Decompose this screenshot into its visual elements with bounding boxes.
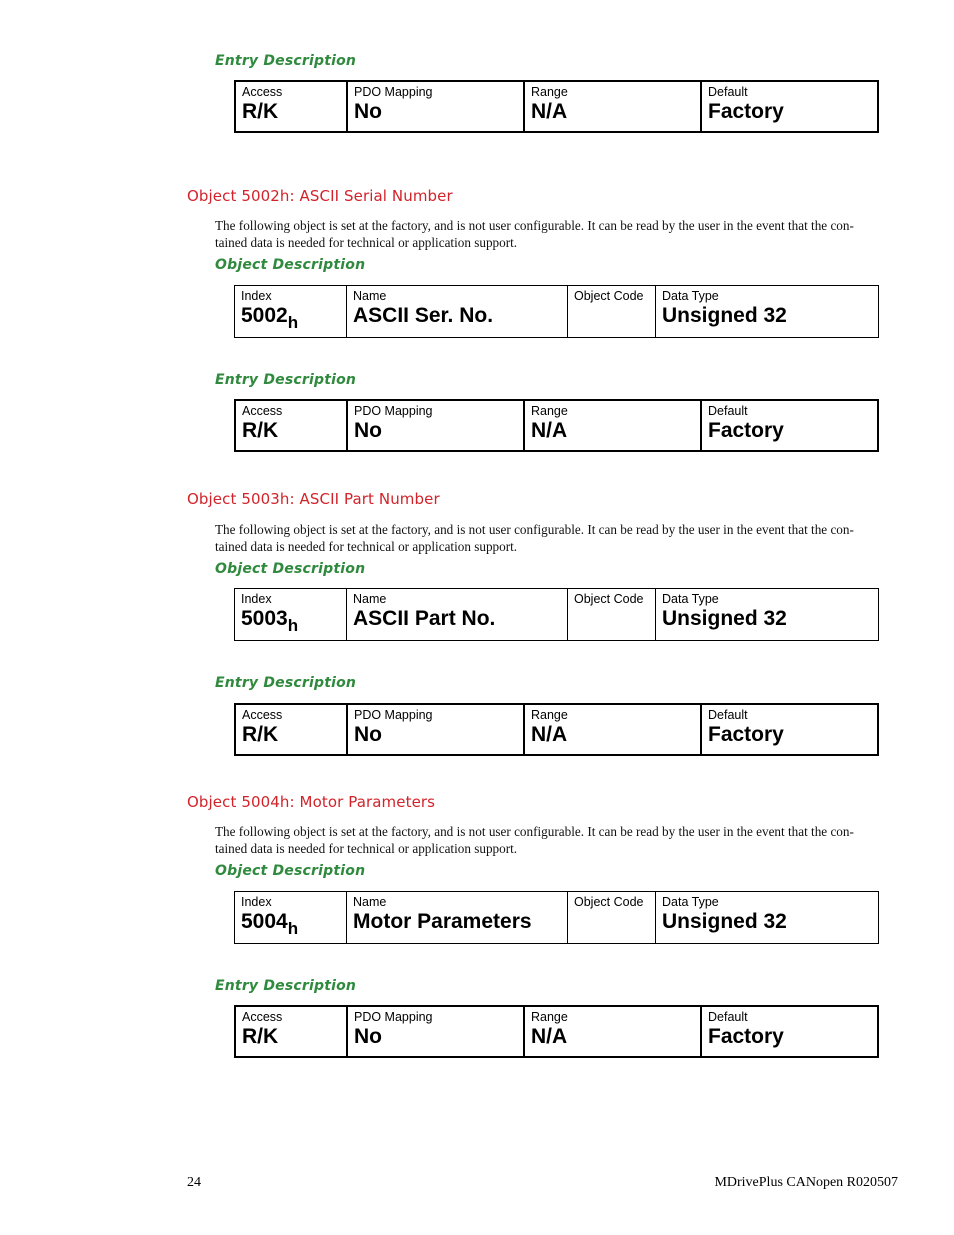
- default-label: Default: [708, 404, 748, 418]
- range-label: Range: [531, 404, 568, 418]
- paragraph-line: tained data is needed for technical or application support.: [215, 841, 518, 856]
- object-description-heading: Object Description: [215, 257, 366, 273]
- paragraph-line: tained data is needed for technical or application support.: [215, 235, 518, 250]
- range-value: N/A: [531, 100, 568, 123]
- section-paragraph-5003: [215, 521, 875, 555]
- range-value: N/A: [531, 419, 568, 442]
- footer-doc-title: MDrivePlus CANopen R020507: [714, 1175, 898, 1190]
- default-value: Factory: [708, 723, 784, 746]
- default-cell: [701, 704, 878, 755]
- range-cell: [524, 400, 701, 451]
- name-cell: [347, 589, 568, 641]
- entry-description-table: [234, 703, 879, 756]
- entry-description-table: [234, 399, 879, 452]
- index-cell: [235, 589, 347, 641]
- name-value: Motor Parameters: [353, 910, 532, 933]
- index-label: Index: [241, 289, 272, 303]
- range-cell: [524, 81, 701, 132]
- entry-description-heading: Entry Description: [215, 372, 357, 388]
- pdo-mapping-label: PDO Mapping: [354, 708, 433, 722]
- pdo-mapping-value: No: [354, 1025, 382, 1048]
- name-cell: [347, 286, 568, 338]
- paragraph-line: The following object is set at the factory, and is not user configurable. It can be read by the user in the event that the con-: [215, 824, 854, 839]
- data-type-value: Unsigned 32: [662, 910, 787, 933]
- object-code-label: Object Code: [574, 289, 644, 303]
- default-value: Factory: [708, 1025, 784, 1048]
- data-type-label: Data Type: [662, 895, 719, 909]
- pdo-mapping-value: No: [354, 419, 382, 442]
- pdo-mapping-cell: [347, 81, 524, 132]
- entry-description-table: [234, 80, 879, 133]
- section-title-5002: Object 5002h: ASCII Serial Number: [187, 187, 453, 205]
- entry-description-heading: Entry Description: [215, 978, 357, 994]
- default-cell: [701, 81, 878, 132]
- pdo-mapping-label: PDO Mapping: [354, 404, 433, 418]
- range-label: Range: [531, 708, 568, 722]
- object-code-cell: [568, 892, 656, 944]
- data-type-cell: [656, 892, 879, 944]
- name-label: Name: [353, 592, 387, 606]
- data-type-cell: [656, 589, 879, 641]
- object-code-label: Object Code: [574, 895, 644, 909]
- name-label: Name: [353, 289, 387, 303]
- data-type-label: Data Type: [662, 289, 719, 303]
- pdo-mapping-value: No: [354, 100, 382, 123]
- pdo-mapping-value: No: [354, 723, 382, 746]
- index-cell: [235, 286, 347, 338]
- pdo-mapping-cell: [347, 400, 524, 451]
- access-label: Access: [242, 708, 283, 722]
- data-type-cell: [656, 286, 879, 338]
- paragraph-line: The following object is set at the factory, and is not user configurable. It can be read by the user in the event that the con-: [215, 218, 854, 233]
- object-code-cell: [568, 286, 656, 338]
- paragraph-line: tained data is needed for technical or application support.: [215, 539, 518, 554]
- object-description-heading: Object Description: [215, 561, 366, 577]
- entry-description-heading: Entry Description: [215, 675, 357, 691]
- index-value: $5004_h$: [241, 910, 299, 938]
- section-title-5003: Object 5003h: ASCII Part Number: [187, 490, 440, 508]
- index-cell: [235, 892, 347, 944]
- access-cell: [235, 81, 347, 132]
- entry-description-table: [234, 1005, 879, 1058]
- pdo-mapping-cell: [347, 704, 524, 755]
- pdo-mapping-label: PDO Mapping: [354, 85, 433, 99]
- object-code-cell: [568, 589, 656, 641]
- name-value: ASCII Ser. No.: [353, 304, 494, 327]
- range-cell: [524, 1006, 701, 1057]
- section-paragraph-5004: [215, 823, 875, 857]
- access-cell: [235, 400, 347, 451]
- access-label: Access: [242, 1010, 283, 1024]
- access-value: R/K: [242, 100, 279, 123]
- access-label: Access: [242, 85, 283, 99]
- access-cell: [235, 1006, 347, 1057]
- index-value: $5003_h$: [241, 607, 299, 635]
- range-label: Range: [531, 1010, 568, 1024]
- default-label: Default: [708, 1010, 748, 1024]
- name-value: ASCII Part No.: [353, 607, 496, 630]
- entry-description-heading: Entry Description: [215, 53, 357, 69]
- object-description-table-5002: [234, 285, 879, 338]
- object-description-table-5003: [234, 588, 879, 641]
- range-value: N/A: [531, 723, 568, 746]
- range-value: N/A: [531, 1025, 568, 1048]
- access-value: R/K: [242, 723, 279, 746]
- default-cell: [701, 400, 878, 451]
- access-value: R/K: [242, 1025, 279, 1048]
- access-label: Access: [242, 404, 283, 418]
- default-label: Default: [708, 708, 748, 722]
- default-label: Default: [708, 85, 748, 99]
- index-value: $5002_h$: [241, 304, 299, 332]
- default-cell: [701, 1006, 878, 1057]
- section-paragraph-5002: [215, 217, 875, 251]
- data-type-label: Data Type: [662, 592, 719, 606]
- data-type-value: Unsigned 32: [662, 304, 787, 327]
- name-cell: [347, 892, 568, 944]
- section-title-5004: Object 5004h: Motor Parameters: [187, 793, 436, 811]
- paragraph-line: The following object is set at the factory, and is not user configurable. It can be read by the user in the event that the con-: [215, 522, 854, 537]
- access-value: R/K: [242, 419, 279, 442]
- index-label: Index: [241, 895, 272, 909]
- object-description-table-5004: [234, 891, 879, 944]
- name-label: Name: [353, 895, 387, 909]
- page-number: 24: [187, 1175, 201, 1190]
- object-description-heading: Object Description: [215, 863, 366, 879]
- range-cell: [524, 704, 701, 755]
- index-label: Index: [241, 592, 272, 606]
- access-cell: [235, 704, 347, 755]
- pdo-mapping-cell: [347, 1006, 524, 1057]
- object-code-label: Object Code: [574, 592, 644, 606]
- default-value: Factory: [708, 419, 784, 442]
- default-value: Factory: [708, 100, 784, 123]
- data-type-value: Unsigned 32: [662, 607, 787, 630]
- range-label: Range: [531, 85, 568, 99]
- pdo-mapping-label: PDO Mapping: [354, 1010, 433, 1024]
